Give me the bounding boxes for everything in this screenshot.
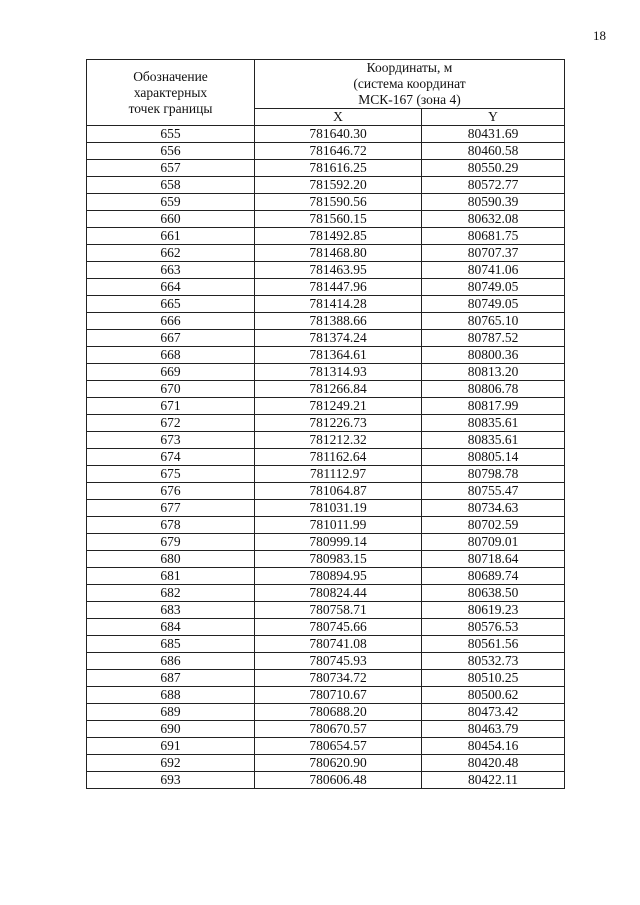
point-number-cell: 684 bbox=[87, 619, 255, 636]
point-number-cell: 678 bbox=[87, 517, 255, 534]
table-row bbox=[87, 483, 565, 500]
point-number-cell: 680 bbox=[87, 551, 255, 568]
point-number-cell: 692 bbox=[87, 755, 255, 772]
table-row bbox=[87, 279, 565, 296]
x-coordinate-cell: 781011.99 bbox=[255, 517, 422, 534]
table-row bbox=[87, 517, 565, 534]
y-column-header: Y bbox=[422, 109, 565, 126]
table-row bbox=[87, 568, 565, 585]
table-row bbox=[87, 245, 565, 262]
point-number-cell: 675 bbox=[87, 466, 255, 483]
x-coordinate-cell: 781162.64 bbox=[255, 449, 422, 466]
y-coordinate-cell: 80741.06 bbox=[422, 262, 565, 279]
point-number-cell: 656 bbox=[87, 143, 255, 160]
x-coordinate-cell: 781590.56 bbox=[255, 194, 422, 211]
y-coordinate-cell: 80734.63 bbox=[422, 500, 565, 517]
x-coordinate-cell: 780734.72 bbox=[255, 670, 422, 687]
y-coordinate-cell: 80561.56 bbox=[422, 636, 565, 653]
table-row bbox=[87, 653, 565, 670]
y-coordinate-cell: 80749.05 bbox=[422, 296, 565, 313]
x-coordinate-cell: 780824.44 bbox=[255, 585, 422, 602]
point-number-cell: 673 bbox=[87, 432, 255, 449]
table-row bbox=[87, 143, 565, 160]
table-row bbox=[87, 126, 565, 143]
point-number-cell: 672 bbox=[87, 415, 255, 432]
x-coordinate-cell: 781112.97 bbox=[255, 466, 422, 483]
table-row bbox=[87, 585, 565, 602]
y-coordinate-cell: 80765.10 bbox=[422, 313, 565, 330]
x-coordinate-cell: 781388.66 bbox=[255, 313, 422, 330]
x-coordinate-cell: 781064.87 bbox=[255, 483, 422, 500]
coordinates-header bbox=[255, 60, 565, 109]
point-number-cell: 658 bbox=[87, 177, 255, 194]
y-coordinate-cell: 80806.78 bbox=[422, 381, 565, 398]
y-coordinate-cell: 80805.14 bbox=[422, 449, 565, 466]
table-row bbox=[87, 449, 565, 466]
x-coordinate-cell: 780983.15 bbox=[255, 551, 422, 568]
y-coordinate-cell: 80835.61 bbox=[422, 415, 565, 432]
table-row bbox=[87, 415, 565, 432]
point-number-cell: 670 bbox=[87, 381, 255, 398]
point-number-cell: 663 bbox=[87, 262, 255, 279]
point-number-cell: 682 bbox=[87, 585, 255, 602]
point-number-cell: 666 bbox=[87, 313, 255, 330]
table-row bbox=[87, 687, 565, 704]
y-coordinate-cell: 80460.58 bbox=[422, 143, 565, 160]
y-coordinate-cell: 80576.53 bbox=[422, 619, 565, 636]
point-number-cell: 664 bbox=[87, 279, 255, 296]
x-coordinate-cell: 781266.84 bbox=[255, 381, 422, 398]
point-number-cell: 686 bbox=[87, 653, 255, 670]
x-coordinate-cell: 781414.28 bbox=[255, 296, 422, 313]
y-coordinate-cell: 80755.47 bbox=[422, 483, 565, 500]
x-coordinate-cell: 781364.61 bbox=[255, 347, 422, 364]
table-row bbox=[87, 755, 565, 772]
x-coordinate-cell: 781031.19 bbox=[255, 500, 422, 517]
x-coordinate-cell: 781447.96 bbox=[255, 279, 422, 296]
y-coordinate-cell: 80817.99 bbox=[422, 398, 565, 415]
y-coordinate-cell: 80749.05 bbox=[422, 279, 565, 296]
table-row bbox=[87, 177, 565, 194]
point-number-cell: 683 bbox=[87, 602, 255, 619]
y-coordinate-cell: 80689.74 bbox=[422, 568, 565, 585]
x-coordinate-cell: 780999.14 bbox=[255, 534, 422, 551]
point-number-cell: 661 bbox=[87, 228, 255, 245]
x-coordinate-cell: 781592.20 bbox=[255, 177, 422, 194]
point-number-cell: 689 bbox=[87, 704, 255, 721]
table-row bbox=[87, 500, 565, 517]
x-coordinate-cell: 780745.66 bbox=[255, 619, 422, 636]
y-coordinate-cell: 80718.64 bbox=[422, 551, 565, 568]
x-coordinate-cell: 781646.72 bbox=[255, 143, 422, 160]
point-number-cell: 674 bbox=[87, 449, 255, 466]
table-row bbox=[87, 738, 565, 755]
point-number-cell: 676 bbox=[87, 483, 255, 500]
table-row bbox=[87, 228, 565, 245]
header-line: характерных bbox=[133, 84, 208, 100]
y-coordinate-cell: 80798.78 bbox=[422, 466, 565, 483]
x-coordinate-cell: 781249.21 bbox=[255, 398, 422, 415]
table-row bbox=[87, 211, 565, 228]
y-coordinate-cell: 80681.75 bbox=[422, 228, 565, 245]
x-coordinate-cell: 780741.08 bbox=[255, 636, 422, 653]
table-body bbox=[87, 126, 565, 789]
table-row bbox=[87, 432, 565, 449]
point-number-cell: 677 bbox=[87, 500, 255, 517]
page-number: 18 bbox=[593, 28, 606, 43]
table-row bbox=[87, 398, 565, 415]
y-coordinate-cell: 80590.39 bbox=[422, 194, 565, 211]
table-row bbox=[87, 262, 565, 279]
header-line: точек границы bbox=[128, 100, 213, 116]
point-number-cell: 681 bbox=[87, 568, 255, 585]
header-line: (система координат bbox=[353, 76, 466, 91]
x-coordinate-cell: 780745.93 bbox=[255, 653, 422, 670]
point-number-cell: 655 bbox=[87, 126, 255, 143]
table-row bbox=[87, 160, 565, 177]
x-coordinate-cell: 780758.71 bbox=[255, 602, 422, 619]
table-row bbox=[87, 670, 565, 687]
y-coordinate-cell: 80454.16 bbox=[422, 738, 565, 755]
x-coordinate-cell: 781374.24 bbox=[255, 330, 422, 347]
x-coordinate-cell: 781212.32 bbox=[255, 432, 422, 449]
table-row bbox=[87, 721, 565, 738]
y-coordinate-cell: 80835.61 bbox=[422, 432, 565, 449]
y-coordinate-cell: 80422.11 bbox=[422, 772, 565, 789]
x-coordinate-cell: 781314.93 bbox=[255, 364, 422, 381]
table-row bbox=[87, 619, 565, 636]
table-row bbox=[87, 704, 565, 721]
point-number-cell: 691 bbox=[87, 738, 255, 755]
x-coordinate-cell: 780894.95 bbox=[255, 568, 422, 585]
point-number-cell: 671 bbox=[87, 398, 255, 415]
x-coordinate-cell: 781492.85 bbox=[255, 228, 422, 245]
coordinates-table bbox=[86, 59, 565, 789]
header-line: Обозначение bbox=[133, 68, 208, 84]
point-number-cell: 688 bbox=[87, 687, 255, 704]
y-coordinate-cell: 80550.29 bbox=[422, 160, 565, 177]
y-coordinate-cell: 80632.08 bbox=[422, 211, 565, 228]
x-coordinate-cell: 780710.67 bbox=[255, 687, 422, 704]
point-number-cell: 685 bbox=[87, 636, 255, 653]
y-coordinate-cell: 80709.01 bbox=[422, 534, 565, 551]
table-row bbox=[87, 313, 565, 330]
table-row bbox=[87, 296, 565, 313]
table-row bbox=[87, 636, 565, 653]
y-coordinate-cell: 80532.73 bbox=[422, 653, 565, 670]
x-coordinate-cell: 781616.25 bbox=[255, 160, 422, 177]
point-number-cell: 669 bbox=[87, 364, 255, 381]
table-row bbox=[87, 330, 565, 347]
x-coordinate-cell: 780606.48 bbox=[255, 772, 422, 789]
table-row bbox=[87, 364, 565, 381]
header-line: МСК-167 (зона 4) bbox=[358, 92, 461, 107]
y-coordinate-cell: 80510.25 bbox=[422, 670, 565, 687]
table-row bbox=[87, 466, 565, 483]
y-coordinate-cell: 80800.36 bbox=[422, 347, 565, 364]
x-coordinate-cell: 780654.57 bbox=[255, 738, 422, 755]
table-row bbox=[87, 772, 565, 789]
point-number-cell: 668 bbox=[87, 347, 255, 364]
point-number-cell: 659 bbox=[87, 194, 255, 211]
y-coordinate-cell: 80787.52 bbox=[422, 330, 565, 347]
point-number-cell: 693 bbox=[87, 772, 255, 789]
point-number-cell: 667 bbox=[87, 330, 255, 347]
point-number-cell: 679 bbox=[87, 534, 255, 551]
y-coordinate-cell: 80420.48 bbox=[422, 755, 565, 772]
x-column-header: X bbox=[255, 109, 422, 126]
y-coordinate-cell: 80473.42 bbox=[422, 704, 565, 721]
y-coordinate-cell: 80463.79 bbox=[422, 721, 565, 738]
x-coordinate-cell: 781640.30 bbox=[255, 126, 422, 143]
table-row bbox=[87, 534, 565, 551]
x-coordinate-cell: 781468.80 bbox=[255, 245, 422, 262]
point-number-cell: 660 bbox=[87, 211, 255, 228]
table-row bbox=[87, 602, 565, 619]
table-row bbox=[87, 347, 565, 364]
y-coordinate-cell: 80572.77 bbox=[422, 177, 565, 194]
table-row bbox=[87, 551, 565, 568]
x-coordinate-cell: 781226.73 bbox=[255, 415, 422, 432]
y-coordinate-cell: 80707.37 bbox=[422, 245, 565, 262]
y-coordinate-cell: 80619.23 bbox=[422, 602, 565, 619]
x-coordinate-cell: 781463.95 bbox=[255, 262, 422, 279]
x-coordinate-cell: 780688.20 bbox=[255, 704, 422, 721]
header-line: Координаты, м bbox=[366, 60, 453, 75]
table-row bbox=[87, 194, 565, 211]
x-coordinate-cell: 780670.57 bbox=[255, 721, 422, 738]
y-coordinate-cell: 80431.69 bbox=[422, 126, 565, 143]
x-coordinate-cell: 781560.15 bbox=[255, 211, 422, 228]
point-number-cell: 662 bbox=[87, 245, 255, 262]
y-coordinate-cell: 80702.59 bbox=[422, 517, 565, 534]
y-coordinate-cell: 80813.20 bbox=[422, 364, 565, 381]
y-coordinate-cell: 80500.62 bbox=[422, 687, 565, 704]
table-row bbox=[87, 381, 565, 398]
y-coordinate-cell: 80638.50 bbox=[422, 585, 565, 602]
point-number-cell: 665 bbox=[87, 296, 255, 313]
x-coordinate-cell: 780620.90 bbox=[255, 755, 422, 772]
point-number-cell: 687 bbox=[87, 670, 255, 687]
point-number-cell: 657 bbox=[87, 160, 255, 177]
point-number-cell: 690 bbox=[87, 721, 255, 738]
point-designation-header bbox=[87, 60, 255, 126]
